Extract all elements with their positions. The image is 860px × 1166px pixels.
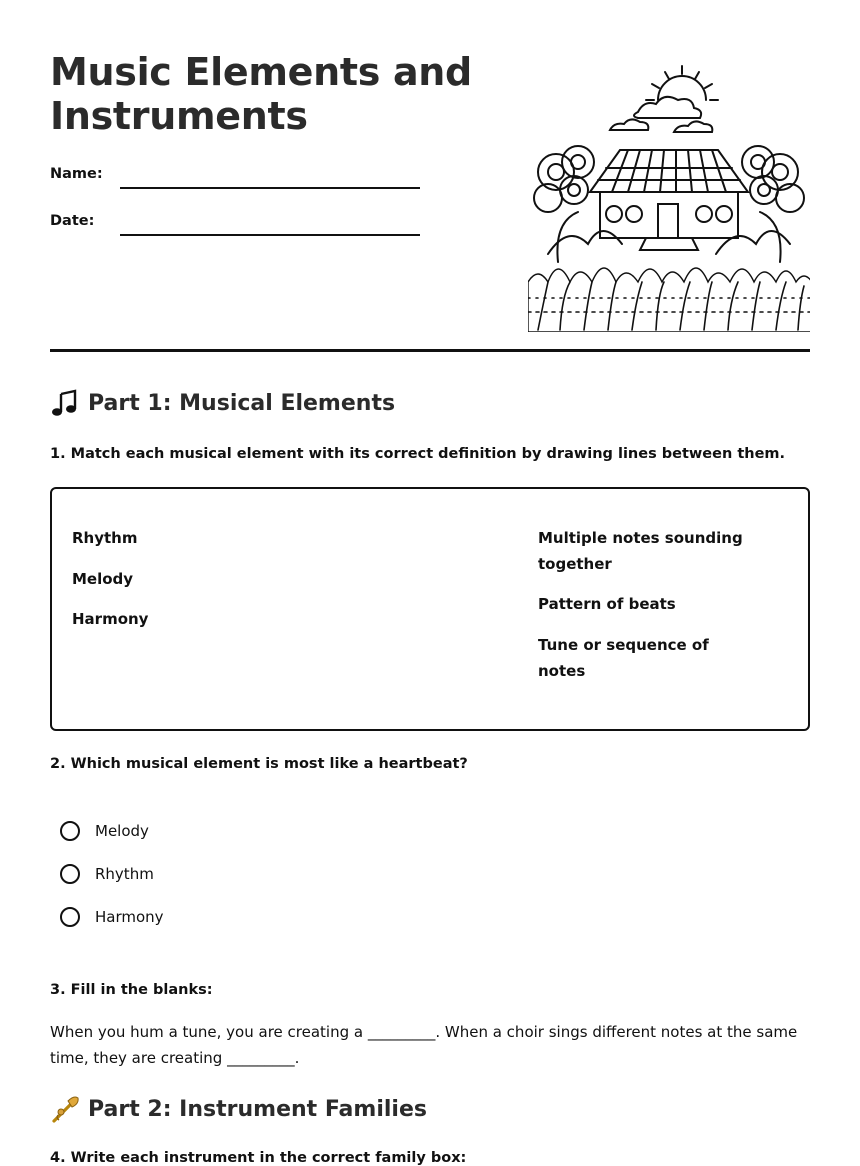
- part1-heading-text: Part 1: Musical Elements: [88, 390, 396, 416]
- part2-heading: [50, 1094, 427, 1124]
- option-harmony[interactable]: [60, 907, 164, 927]
- term-harmony: Harmony: [72, 610, 149, 628]
- hut-illustration: [528, 62, 810, 332]
- option-label: Harmony: [95, 908, 164, 926]
- definition-rhythm: Pattern of beats: [538, 595, 676, 613]
- header-divider: [50, 349, 810, 352]
- page-title: Music Elements and Instruments: [50, 50, 472, 138]
- part1-heading: [50, 388, 395, 418]
- question-4: 4. Write each instrument in the correct family box:: [50, 1150, 467, 1166]
- name-label: Name:: [50, 166, 103, 182]
- question-3: 3. Fill in the blanks:: [50, 982, 213, 998]
- fill-in-blanks-text: When you hum a tune, you are creating a _________. When a choir sings different notes at the same time, they are creating _________.: [50, 1023, 798, 1067]
- term-rhythm: Rhythm: [72, 529, 138, 547]
- option-label: Rhythm: [95, 865, 154, 883]
- part2-heading-text: Part 2: Instrument Families: [88, 1096, 427, 1122]
- option-rhythm[interactable]: [60, 864, 154, 884]
- definition-harmony: Multiple notes sounding together: [538, 529, 743, 573]
- radio-harmony[interactable]: [60, 907, 80, 927]
- date-label: Date:: [50, 213, 95, 229]
- name-field[interactable]: [120, 187, 420, 189]
- radio-rhythm[interactable]: [60, 864, 80, 884]
- definition-melody: Tune or sequence of notes: [538, 636, 709, 680]
- date-field[interactable]: [120, 234, 420, 236]
- question-1: 1. Match each musical element with its correct definition by drawing lines between them.: [50, 446, 786, 462]
- music-note-icon: [50, 388, 80, 418]
- option-label: Melody: [95, 822, 149, 840]
- trumpet-icon: [50, 1094, 80, 1124]
- matching-box: [50, 487, 810, 731]
- radio-melody[interactable]: [60, 821, 80, 841]
- option-melody[interactable]: [60, 821, 149, 841]
- question-2: 2. Which musical element is most like a heartbeat?: [50, 756, 468, 772]
- term-melody: Melody: [72, 570, 134, 588]
